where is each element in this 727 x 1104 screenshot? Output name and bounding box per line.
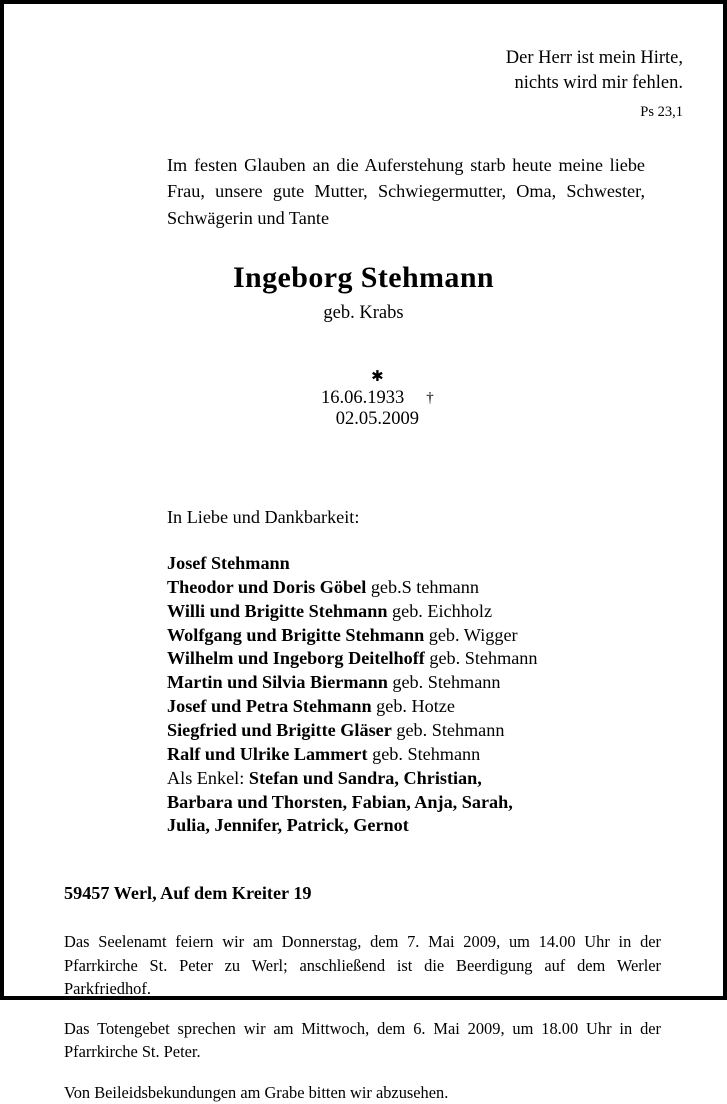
- family-list: [167, 552, 685, 838]
- family-bold: Theodor und Doris Göbel: [167, 576, 367, 597]
- intro-paragraph: Im festen Glauben an die Auferstehung starb heute meine liebe Frau, unsere gute Mutter, Schwiegermutter, Oma, Schwester, Schwägerin und Tante: [167, 154, 645, 228]
- grandchildren-line-1: Stefan und Sandra, Christian,: [248, 767, 482, 788]
- grandchildren-line-3: Julia, Jennifer, Patrick, Gernot: [167, 815, 409, 836]
- family-row: [167, 624, 685, 648]
- birth-date: 16.06.1933: [321, 388, 405, 409]
- grandchildren-row: [167, 814, 685, 838]
- address-line: [64, 883, 685, 904]
- family-bold: Josef Stehmann: [167, 553, 290, 574]
- death-date: 02.05.2009: [335, 409, 419, 430]
- notice-requiem: Das Seelenamt feiern wir am Donnerstag, dem 7. Mai 2009, um 14.00 Uhr in der Pfarrkirche St. Peter zu Werl; anschließend ist die Beerdigung auf dem Werler Parkfriedhof.: [64, 932, 661, 998]
- notice-condolences: Von Beileidsbekundungen am Grabe bitten wir abzusehen.: [64, 1082, 449, 1102]
- obituary-content: [4, 4, 723, 1102]
- deceased-maiden-name: geb. Krabs: [323, 303, 404, 324]
- family-bold: Ralf und Ulrike Lammert: [167, 743, 368, 764]
- family-row: [167, 719, 685, 743]
- grandchildren-row: [167, 767, 685, 791]
- family-plain: geb. Eichholz: [387, 600, 493, 621]
- family-plain: geb.S tehmann: [366, 576, 479, 597]
- family-bold: Josef und Petra Stehmann: [167, 696, 372, 717]
- deceased-name: Ingeborg Stehmann: [232, 261, 494, 295]
- birth-star-icon: ✱: [371, 369, 384, 386]
- address-street: Auf dem Kreiter 19: [156, 883, 312, 904]
- notice-prayer: Das Totengebet sprechen wir am Mittwoch, dem 6. Mai 2009, um 18.00 Uhr in der Pfarrkirche St. Peter.: [64, 1019, 661, 1062]
- family-plain: geb. Wigger: [424, 624, 518, 645]
- family-row: [167, 552, 685, 576]
- grandchildren-label: Als Enkel:: [167, 767, 249, 788]
- family-plain: geb. Stehmann: [391, 720, 505, 741]
- family-row: [167, 600, 685, 624]
- family-bold: Siegfried und Brigitte Gläser: [167, 720, 392, 741]
- family-bold: Wilhelm und Ingeborg Deitelhoff: [167, 648, 425, 669]
- family-bold: Wolfgang und Brigitte Stehmann: [167, 624, 425, 645]
- family-row: [167, 576, 685, 600]
- death-cross-icon: †: [426, 390, 434, 407]
- verse-line-1: Der Herr ist mein Hirte,: [505, 48, 683, 68]
- life-dates: [42, 346, 685, 451]
- family-plain: geb. Stehmann: [387, 672, 501, 693]
- verse-reference: Ps 23,1: [640, 103, 683, 120]
- address-postal-city: 59457 Werl,: [64, 883, 157, 904]
- verse-line-2: nichts wird mir fehlen.: [514, 72, 683, 93]
- grandchildren-row: [167, 791, 685, 815]
- family-plain: geb. Hotze: [371, 696, 455, 717]
- family-row: [167, 647, 685, 671]
- family-row: [167, 743, 685, 767]
- dedication-line: In Liebe und Dankbarkeit:: [167, 507, 360, 528]
- family-plain: geb. Stehmann: [424, 648, 538, 669]
- family-row: [167, 695, 685, 719]
- family-bold: Martin und Silvia Biermann: [167, 672, 388, 693]
- family-row: [167, 671, 685, 695]
- grandchildren-line-2: Barbara und Thorsten, Fabian, Anja, Sarah,: [167, 791, 513, 812]
- bible-verse: [42, 46, 683, 96]
- family-plain: geb. Stehmann: [367, 743, 481, 764]
- service-notices: [64, 930, 661, 1104]
- family-bold: Willi und Brigitte Stehmann: [167, 600, 388, 621]
